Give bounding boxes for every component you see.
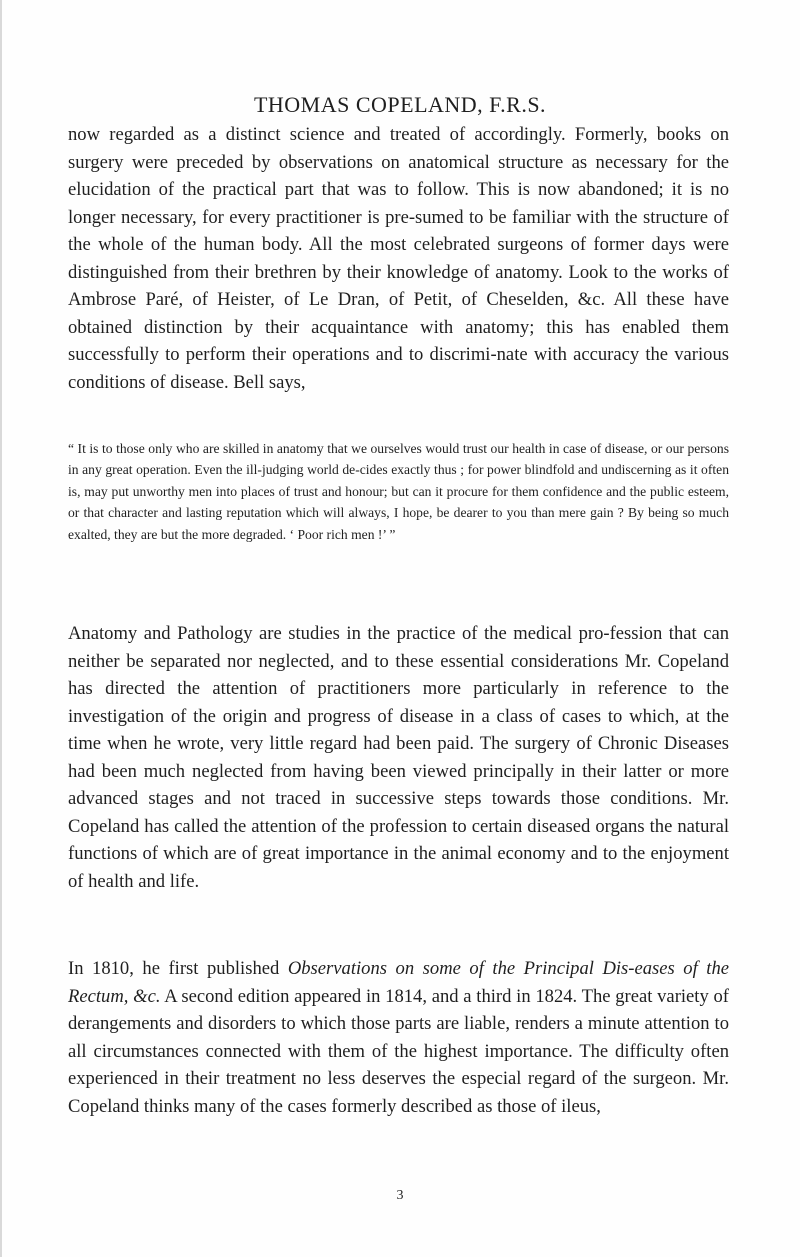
paragraph-3-rest: A second edition appeared in 1814, and a third in 1824. The great variety of derangements and disorders to which those parts are liable, renders a minute attention to all circumstances connected with them of the highest importance. The difficulty often experienced in their treatment no less deserves the especial regard of the surgeon. Mr. Copeland thinks many of the cases formerly described as those of ileus, bbox=[68, 985, 729, 1117]
page-number: 3 bbox=[396, 1188, 404, 1203]
body-paragraph-2: Anatomy and Pathology are studies in the practice of the medical pro-fession that can neither be separated nor neglected, and to these essential considerations Mr. Copeland has directed the attention of practitioners more particularly in reference to the investigation of the origin and progress of disease in a class of cases to which, at the time when he wrote, very little regard had been paid. The surgery of Chronic Diseases had been much neglected from having been viewed principally in their latter or more advanced stages and not traced in successive steps towards those conditions. Mr. Copeland has called the attention of the profession to certain diseased organs the natural functions of which are of great importance in the animal economy and to the enjoyment of health and life. bbox=[68, 623, 729, 892]
scan-edge bbox=[0, 0, 2, 1257]
running-head: THOMAS COPELAND, F.R.S. bbox=[253, 92, 547, 117]
body-paragraph-3 bbox=[68, 955, 729, 1120]
paragraph-3-start: In 1810, he first published bbox=[68, 958, 288, 979]
block-quotation: “ It is to those only who are skilled in anatomy that we ourselves would trust our health in case of disease, or our persons in any great operation. Even the ill-judging world de-cides exactly thus ; for power blindfold and undiscerning as it often is, may put unworthy men into places of trust and honour; but can it procure for them confidence and the public esteem, or that character and lasting reputation which will always, I hope, be dearer to you than mere gain ? By being so much exalted, they are but the more degraded. ‘ Poor rich men !’ ” bbox=[68, 441, 729, 542]
body-paragraph-1: now regarded as a distinct science and treated of accordingly. Formerly, books on surgery were preceded by observations on anatomical structure as necessary for the elucidation of the practical part that was to follow. This is now abandoned; it is no longer necessary, for every practitioner is pre-sumed to be familiar with the structure of the whole of the human body. All the most celebrated surgeons of former days were distinguished from their brethren by their knowledge of anatomy. Look to the works of Ambrose Paré, of Heister, of Le Dran, of Petit, of Cheselden, &c. All these have obtained distinction by their acquaintance with anatomy; this has enabled them successfully to perform their operations and to discrimi-nate with accuracy the various conditions of disease. Bell says, bbox=[68, 124, 729, 393]
book-title: Observations on some of the Principal Dis-eases of the Rectum, &c. bbox=[68, 958, 729, 1007]
